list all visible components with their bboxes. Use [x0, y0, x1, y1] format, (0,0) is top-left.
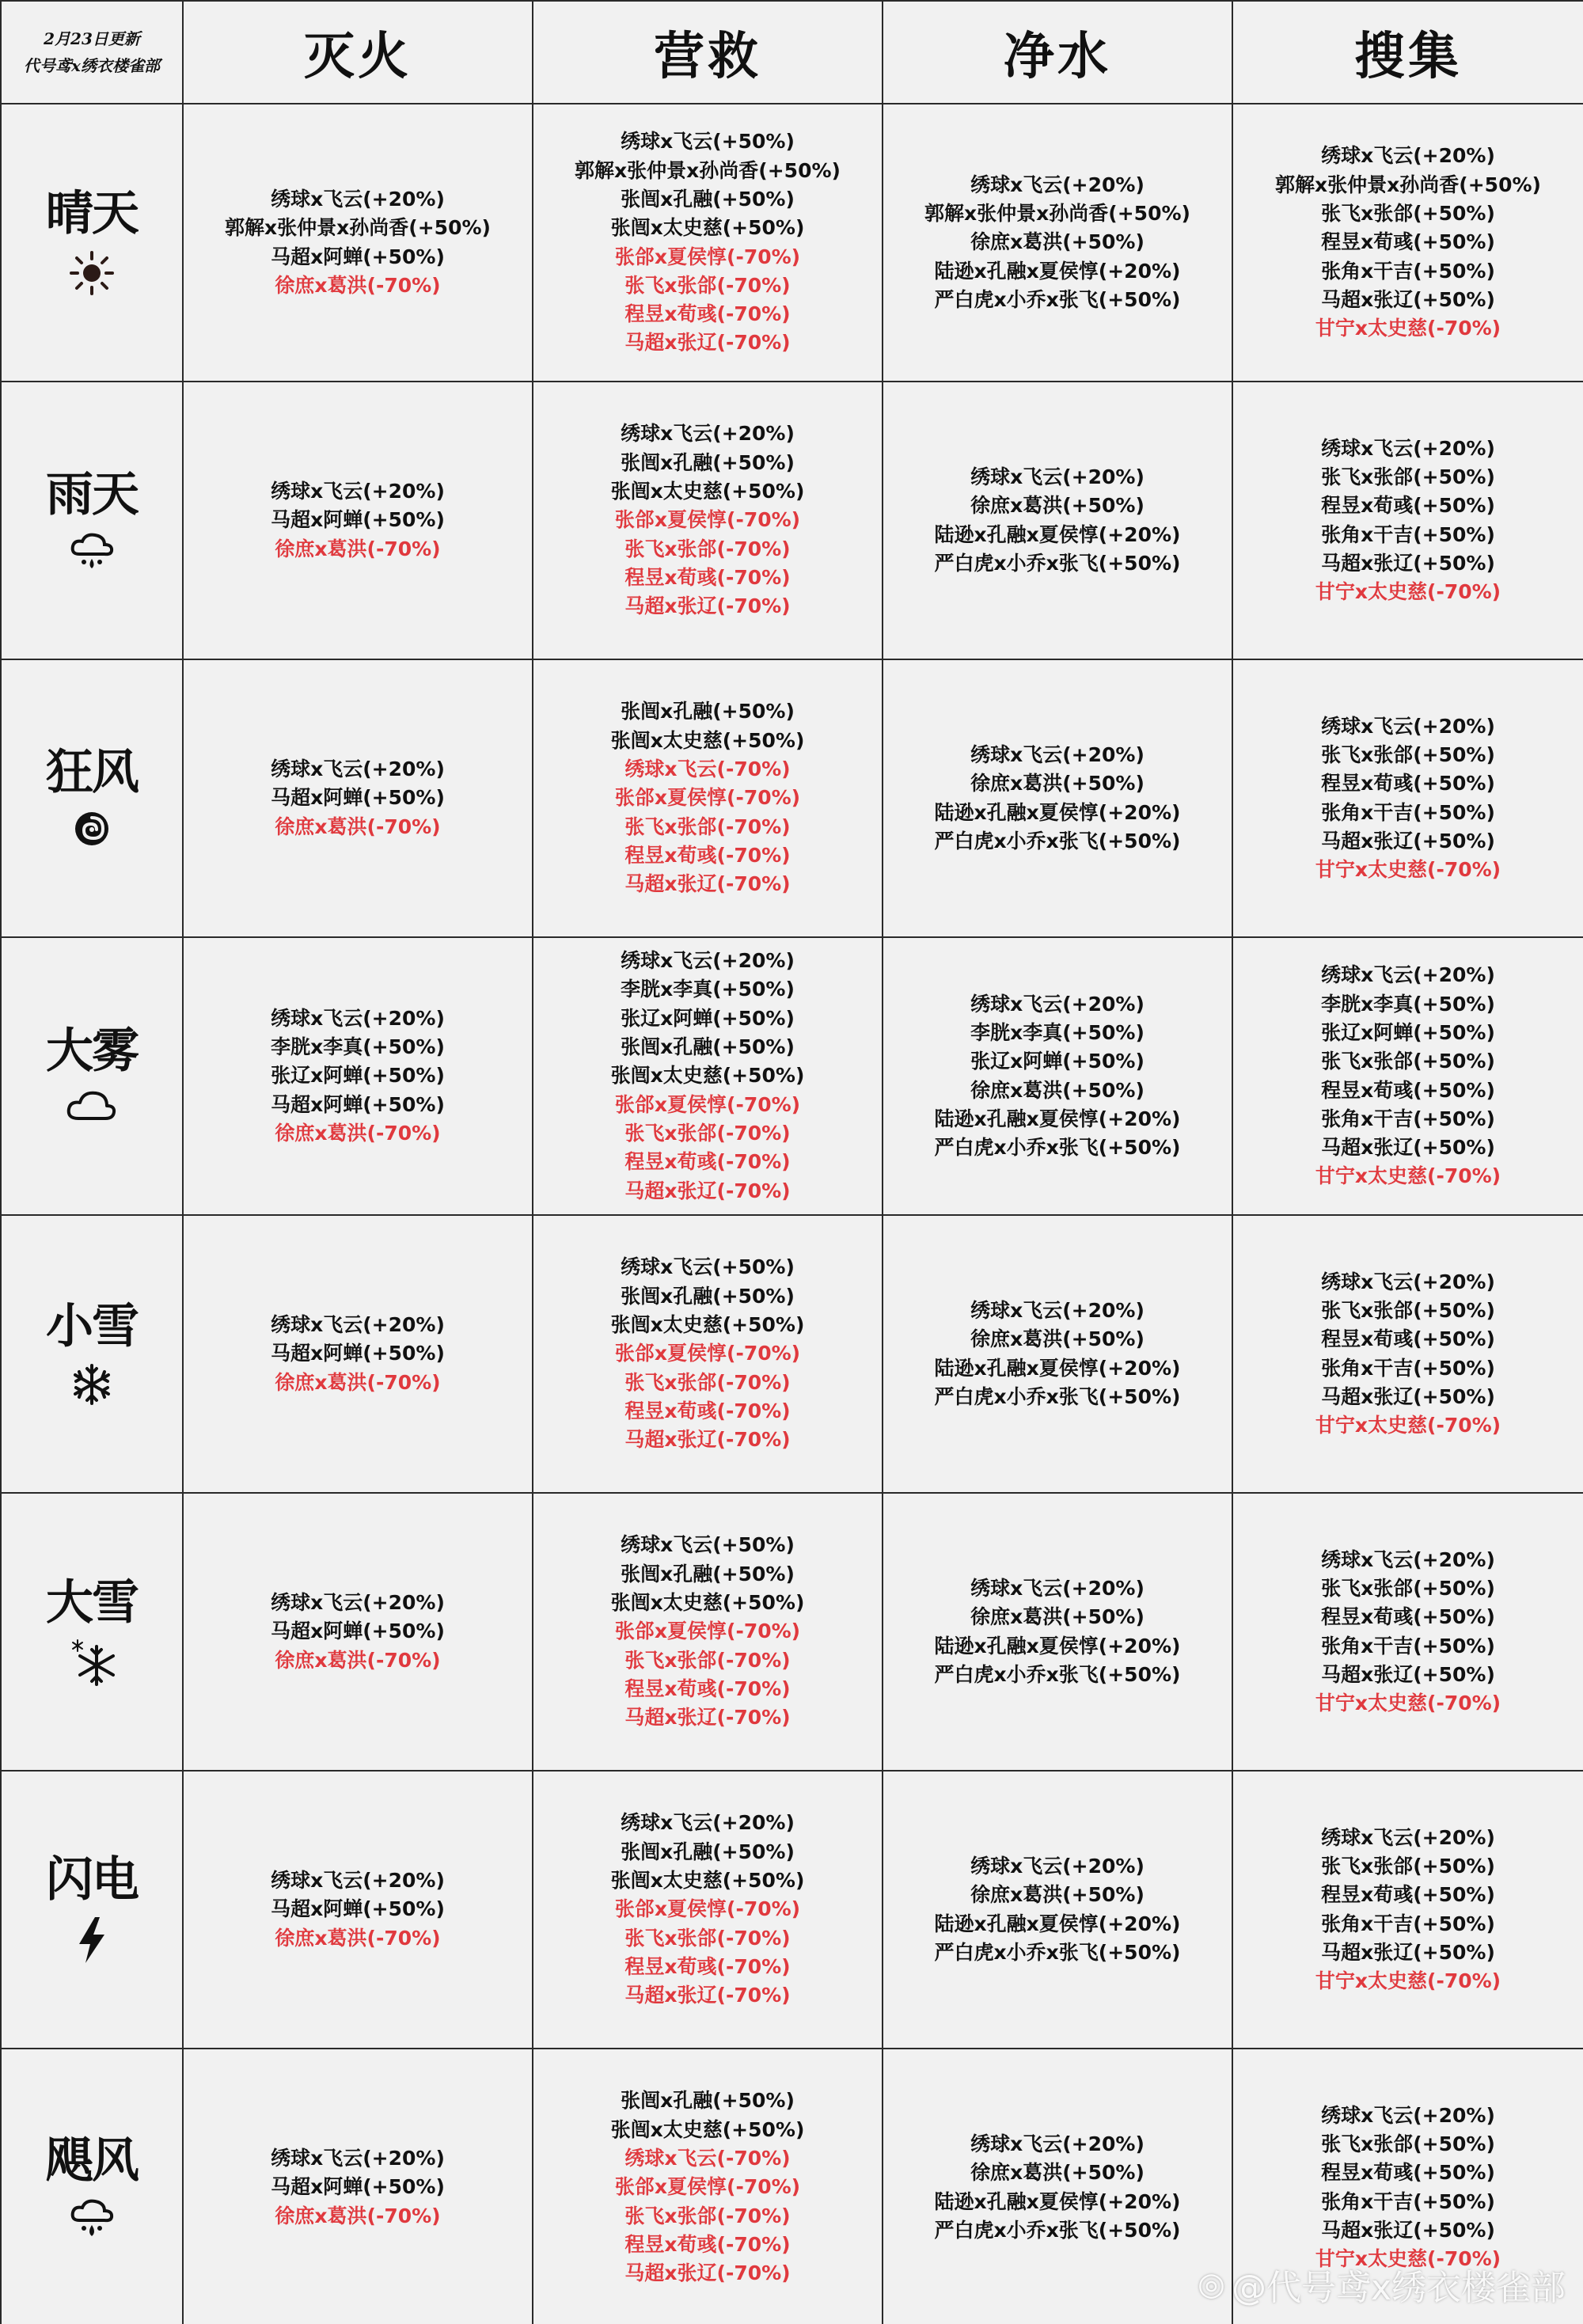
bonus-cell-rescue: [533, 2049, 883, 2324]
bonus-list: [533, 947, 882, 1206]
bonus-cell-rescue: [533, 937, 883, 1215]
weather-row: [1, 1493, 1583, 1771]
bonus-entry: 程昱x荀彧(+50%): [1321, 1883, 1495, 1907]
bonus-entry: 陆逊x孔融x夏侯惇(+20%): [934, 1107, 1181, 1130]
penalty-entry: 张郃x夏侯惇(-70%): [614, 1897, 801, 1921]
bonus-entry: 绣球x飞云(+20%): [970, 465, 1145, 488]
bonus-list: [883, 463, 1232, 578]
bonus-entry: 严白虎x小乔x张飞(+50%): [934, 2218, 1181, 2242]
penalty-entry: 程昱x荀彧(-70%): [624, 843, 791, 867]
penalty-entry: 甘宁x太史慈(-70%): [1315, 1692, 1501, 1715]
bonus-entry: 绣球x飞云(+50%): [621, 130, 795, 154]
bonus-entry: 绣球x飞云(+20%): [271, 1313, 445, 1337]
lightning-icon: [2, 1916, 182, 1968]
bonus-list: [1233, 435, 1583, 607]
bonus-entry: 马超x阿蝉(+50%): [271, 1092, 445, 1116]
bonus-cell-purify-water: [883, 382, 1232, 659]
bonus-entry: 张闿x孔融(+50%): [621, 1284, 795, 1308]
penalty-entry: 甘宁x太史慈(-70%): [1315, 317, 1501, 340]
bonus-entry: 张飞x张郃(+50%): [1321, 1854, 1495, 1878]
bonus-cell-gather: [1232, 104, 1583, 382]
bonus-list: [883, 2130, 1232, 2245]
bonus-list: [184, 1866, 532, 1953]
bonus-entry: 郭解x张仲景x孙尚香(+50%): [924, 202, 1190, 226]
bonus-list: [1233, 2102, 1583, 2274]
bonus-entry: 李胱x李真(+50%): [1321, 992, 1495, 1016]
bonus-cell-firefight: [183, 104, 533, 382]
penalty-entry: 徐庶x葛洪(-70%): [275, 2204, 441, 2227]
bonus-entry: 张闿x孔融(+50%): [621, 1840, 795, 1863]
penalty-entry: 甘宁x太史慈(-70%): [1315, 1164, 1501, 1188]
penalty-entry: 张郃x夏侯惇(-70%): [614, 1092, 801, 1116]
bonus-cell-firefight: [183, 1493, 533, 1771]
bonus-entry: 程昱x荀彧(+50%): [1321, 1327, 1495, 1351]
column-header-rescue: [533, 1, 883, 104]
bonus-list: [184, 477, 532, 564]
bonus-entry: 张飞x张郃(+50%): [1321, 202, 1495, 226]
bonus-entry: 绣球x飞云(+20%): [271, 2147, 445, 2170]
bonus-entry: 程昱x荀彧(+50%): [1321, 1605, 1495, 1629]
penalty-entry: 张飞x张郃(-70%): [624, 1648, 791, 1672]
column-header-label: 灭火: [304, 27, 412, 86]
bonus-entry: 马超x阿蝉(+50%): [271, 1620, 445, 1643]
bonus-entry: 张飞x张郃(+50%): [1321, 1576, 1495, 1600]
bonus-entry: 程昱x荀彧(+50%): [1321, 230, 1495, 254]
bonus-entry: 绣球x飞云(+20%): [1321, 436, 1495, 460]
bonus-entry: 张辽x阿蝉(+50%): [970, 1050, 1145, 1073]
penalty-entry: 徐庶x葛洪(-70%): [275, 815, 441, 838]
bonus-entry: 绣球x飞云(+20%): [271, 187, 445, 211]
bonus-entry: 马超x张辽(+50%): [1321, 2218, 1495, 2242]
bonus-entry: 程昱x荀彧(+50%): [1321, 772, 1495, 796]
bonus-cell-firefight: [183, 1215, 533, 1493]
cyclone-icon: [2, 808, 182, 853]
bonus-list: [533, 1531, 882, 1732]
bonus-entry: 绣球x飞云(+20%): [1321, 963, 1495, 987]
bonus-entry: 张闿x太史慈(+50%): [610, 1313, 805, 1337]
weather-cell: [1, 937, 183, 1215]
weather-cell: [1, 1215, 183, 1493]
bonus-entry: 徐庶x葛洪(+50%): [970, 1605, 1145, 1629]
bonus-entry: 张角x干吉(+50%): [1321, 1356, 1495, 1380]
rain-cloud-icon: [2, 530, 182, 575]
bonus-entry: 程昱x荀彧(+50%): [1321, 1078, 1495, 1102]
weather-cell: [1, 2049, 183, 2324]
bonus-entry: 张飞x张郃(+50%): [1321, 742, 1495, 766]
bonus-entry: 绣球x飞云(+20%): [621, 422, 795, 446]
penalty-entry: 甘宁x太史慈(-70%): [1315, 858, 1501, 882]
bonus-entry: 绣球x飞云(+20%): [970, 1854, 1145, 1878]
penalty-entry: 马超x张辽(-70%): [624, 594, 791, 618]
penalty-entry: 马超x张辽(-70%): [624, 331, 791, 355]
bonus-entry: 马超x张辽(+50%): [1321, 551, 1495, 575]
bonus-entry: 陆逊x孔融x夏侯惇(+20%): [934, 1634, 1181, 1658]
bonus-cell-firefight: [183, 937, 533, 1215]
bonus-list: [533, 697, 882, 898]
bonus-list: [184, 1311, 532, 1397]
penalty-entry: 程昱x荀彧(-70%): [624, 1399, 791, 1422]
bonus-cell-rescue: [533, 1771, 883, 2049]
bonus-entry: 陆逊x孔融x夏侯惇(+20%): [934, 1912, 1181, 1935]
bonus-entry: 张闿x孔融(+50%): [621, 450, 795, 474]
penalty-entry: 张飞x张郃(-70%): [624, 273, 791, 297]
weather-row: [1, 937, 1583, 1215]
bonus-entry: 徐庶x葛洪(+50%): [970, 494, 1145, 518]
penalty-entry: 马超x张辽(-70%): [624, 1706, 791, 1730]
weather-row: [1, 1771, 1583, 2049]
bonus-cell-rescue: [533, 104, 883, 382]
bonus-list: [184, 1004, 532, 1148]
bonus-entry: 绣球x飞云(+20%): [271, 758, 445, 781]
bonus-cell-rescue: [533, 1493, 883, 1771]
bonus-cell-purify-water: [883, 1215, 1232, 1493]
penalty-entry: 马超x张辽(-70%): [624, 1428, 791, 1452]
bonus-entry: 张闿x孔融(+50%): [621, 2089, 795, 2113]
penalty-entry: 绣球x飞云(-70%): [624, 758, 791, 781]
bonus-entry: 绣球x飞云(+20%): [1321, 1547, 1495, 1571]
column-header-firefight: [183, 1, 533, 104]
column-header-label: 搜集: [1354, 27, 1462, 86]
watermark-text: @代号鸢x绣衣楼雀部: [1231, 2268, 1566, 2308]
bonus-entry: 马超x张辽(+50%): [1321, 1940, 1495, 1964]
penalty-entry: 马超x张辽(-70%): [624, 1179, 791, 1202]
weather-name: 小雪: [46, 1298, 138, 1354]
bonus-entry: 绣球x飞云(+20%): [970, 1576, 1145, 1600]
penalty-entry: 张郃x夏侯惇(-70%): [614, 2175, 801, 2199]
penalty-entry: 张飞x张郃(-70%): [624, 1121, 791, 1145]
bonus-entry: 张闿x太史慈(+50%): [610, 1064, 805, 1088]
bonus-entry: 马超x张辽(+50%): [1321, 829, 1495, 853]
bonus-entry: 郭解x张仲景x孙尚香(+50%): [1275, 173, 1541, 196]
bonus-entry: 徐庶x葛洪(+50%): [970, 772, 1145, 796]
bonus-entry: 绣球x飞云(+20%): [271, 1006, 445, 1030]
bonus-entry: 马超x张辽(+50%): [1321, 1662, 1495, 1686]
weather-cell: [1, 104, 183, 382]
weather-name: 飓风: [46, 2132, 138, 2189]
bonus-cell-firefight: [183, 659, 533, 937]
weather-name: 狂风: [46, 744, 138, 800]
bonus-entry: 绣球x飞云(+50%): [621, 1255, 795, 1279]
bonus-cell-firefight: [183, 382, 533, 659]
weather-cell: [1, 382, 183, 659]
bonus-entry: 绣球x飞云(+20%): [621, 1811, 795, 1835]
penalty-entry: 程昱x荀彧(-70%): [624, 1954, 791, 1978]
bonus-entry: 张辽x阿蝉(+50%): [1321, 1020, 1495, 1044]
bonus-list: [533, 127, 882, 357]
penalty-entry: 张郃x夏侯惇(-70%): [614, 1342, 801, 1365]
bonus-entry: 张闿x孔融(+50%): [621, 1562, 795, 1585]
penalty-entry: 甘宁x太史慈(-70%): [1315, 2247, 1501, 2271]
bonus-entry: 马超x张辽(+50%): [1321, 1136, 1495, 1160]
bonus-entry: 张闿x孔融(+50%): [621, 700, 795, 723]
bonus-list: [1233, 1268, 1583, 1441]
penalty-entry: 程昱x荀彧(-70%): [624, 565, 791, 589]
bonus-cell-purify-water: [883, 1771, 1232, 2049]
bonus-entry: 李胱x李真(+50%): [621, 978, 795, 1001]
bonus-list: [184, 755, 532, 841]
bonus-entry: 绣球x飞云(+20%): [271, 1591, 445, 1615]
weather-name: 雨天: [46, 466, 138, 522]
penalty-entry: 徐庶x葛洪(-70%): [275, 1926, 441, 1950]
bonus-entry: 绣球x飞云(+20%): [970, 2132, 1145, 2155]
bonus-entry: 徐庶x葛洪(+50%): [970, 1327, 1145, 1351]
bonus-entry: 徐庶x葛洪(+50%): [970, 230, 1145, 254]
bonus-entry: 程昱x荀彧(+50%): [1321, 2161, 1495, 2185]
bonus-entry: 张角x干吉(+50%): [1321, 1634, 1495, 1658]
bonus-entry: 郭解x张仲景x孙尚香(+50%): [575, 158, 841, 182]
bonus-entry: 绣球x飞云(+20%): [970, 992, 1145, 1016]
bonus-entry: 马超x阿蝉(+50%): [271, 508, 445, 532]
bonus-entry: 张角x干吉(+50%): [1321, 1912, 1495, 1935]
weather-cell: [1, 1771, 183, 2049]
penalty-entry: 徐庶x葛洪(-70%): [275, 1370, 441, 1394]
bonus-entry: 张闿x孔融(+50%): [621, 1035, 795, 1059]
bonus-entry: 郭解x张仲景x孙尚香(+50%): [225, 216, 491, 240]
bonus-list: [1233, 1546, 1583, 1718]
weibo-watermark: [1198, 2259, 1566, 2310]
bonus-entry: 徐庶x葛洪(+50%): [970, 1883, 1145, 1907]
bonus-cell-firefight: [183, 2049, 533, 2324]
bonus-entry: 马超x张辽(+50%): [1321, 1384, 1495, 1408]
weather-name: 大雾: [46, 1023, 138, 1079]
bonus-entry: 严白虎x小乔x张飞(+50%): [934, 1136, 1181, 1160]
bonus-list: [883, 1297, 1232, 1411]
weather-cell: [1, 1493, 183, 1771]
bonus-entry: 马超x张辽(+50%): [1321, 287, 1495, 311]
bonus-entry: 徐庶x葛洪(+50%): [970, 2161, 1145, 2185]
bonus-entry: 绣球x飞云(+20%): [970, 173, 1145, 196]
bonus-list: [883, 990, 1232, 1163]
bonus-entry: 绣球x飞云(+20%): [1321, 1825, 1495, 1849]
bonus-list: [533, 1253, 882, 1454]
bonus-entry: 张角x干吉(+50%): [1321, 1107, 1495, 1130]
bonus-entry: 张角x干吉(+50%): [1321, 522, 1495, 546]
bonus-entry: 张闿x太史慈(+50%): [610, 1869, 805, 1893]
bonus-entry: 张飞x张郃(+50%): [1321, 1298, 1495, 1322]
penalty-entry: 张飞x张郃(-70%): [624, 2204, 791, 2227]
bonus-cell-gather: [1232, 1493, 1583, 1771]
bonus-entry: 张辽x阿蝉(+50%): [271, 1064, 445, 1088]
bonus-entry: 严白虎x小乔x张飞(+50%): [934, 1940, 1181, 1964]
bonus-cell-gather: [1232, 937, 1583, 1215]
bonus-entry: 陆逊x孔融x夏侯惇(+20%): [934, 522, 1181, 546]
bonus-entry: 张闿x太史慈(+50%): [610, 480, 805, 503]
bonus-entry: 绣球x飞云(+20%): [1321, 2103, 1495, 2127]
bonus-entry: 严白虎x小乔x张飞(+50%): [934, 287, 1181, 311]
bonus-entry: 严白虎x小乔x张飞(+50%): [934, 1384, 1181, 1408]
bonus-entry: 绣球x飞云(+20%): [271, 480, 445, 503]
bonus-entry: 程昱x荀彧(+50%): [1321, 494, 1495, 518]
bonus-entry: 绣球x飞云(+20%): [970, 742, 1145, 766]
bonus-cell-purify-water: [883, 659, 1232, 937]
bonus-entry: 陆逊x孔融x夏侯惇(+20%): [934, 1356, 1181, 1380]
bonus-cell-gather: [1232, 1771, 1583, 2049]
bonus-entry: 绣球x飞云(+20%): [1321, 1270, 1495, 1293]
column-header-label: 营救: [654, 27, 761, 86]
penalty-entry: 程昱x荀彧(-70%): [624, 1150, 791, 1174]
penalty-entry: 程昱x荀彧(-70%): [624, 2232, 791, 2256]
penalty-entry: 徐庶x葛洪(-70%): [275, 1121, 441, 1145]
bonus-entry: 绣球x飞云(+20%): [1321, 144, 1495, 168]
penalty-entry: 张郃x夏侯惇(-70%): [614, 245, 801, 268]
penalty-entry: 程昱x荀彧(-70%): [624, 302, 791, 326]
penalty-entry: 马超x张辽(-70%): [624, 1984, 791, 2007]
column-header-label: 净水: [1004, 27, 1111, 86]
update-note-date: 2月23日更新: [44, 29, 140, 48]
bonus-cell-gather: [1232, 659, 1583, 937]
header-row: [1, 1, 1583, 104]
snowflake-icon: [2, 1362, 182, 1410]
bonus-entry: 绣球x飞云(+20%): [1321, 714, 1495, 738]
column-header-gather: [1232, 1, 1583, 104]
penalty-entry: 甘宁x太史慈(-70%): [1315, 1969, 1501, 1993]
bonus-list: [883, 1852, 1232, 1967]
bonus-cell-rescue: [533, 659, 883, 937]
bonus-cell-rescue: [533, 382, 883, 659]
bonus-entry: 张角x干吉(+50%): [1321, 259, 1495, 283]
bonus-cell-purify-water: [883, 1493, 1232, 1771]
bonus-entry: 徐庶x葛洪(+50%): [970, 1078, 1145, 1102]
penalty-entry: 张飞x张郃(-70%): [624, 815, 791, 838]
penalty-entry: 程昱x荀彧(-70%): [624, 1677, 791, 1700]
bonus-list: [1233, 1824, 1583, 1996]
bonus-list: [184, 1589, 532, 1675]
weather-row: [1, 104, 1583, 382]
weather-row: [1, 382, 1583, 659]
bonus-entry: 张闿x太史慈(+50%): [610, 216, 805, 240]
bonus-cell-purify-water: [883, 937, 1232, 1215]
weather-name: 晴天: [46, 185, 138, 241]
bonus-entry: 李胱x李真(+50%): [970, 1020, 1145, 1044]
bonus-entry: 马超x阿蝉(+50%): [271, 2175, 445, 2199]
bonus-cell-rescue: [533, 1215, 883, 1493]
bonus-entry: 严白虎x小乔x张飞(+50%): [934, 829, 1181, 853]
bonus-entry: 张角x干吉(+50%): [1321, 800, 1495, 824]
bonus-entry: 张辽x阿蝉(+50%): [621, 1006, 795, 1030]
weather-row: [1, 1215, 1583, 1493]
bonus-entry: 陆逊x孔融x夏侯惇(+20%): [934, 259, 1181, 283]
update-note-cell: [1, 1, 183, 104]
penalty-entry: 徐庶x葛洪(-70%): [275, 273, 441, 297]
sun-icon: [2, 249, 182, 300]
penalty-entry: 张郃x夏侯惇(-70%): [614, 786, 801, 810]
penalty-entry: 张飞x张郃(-70%): [624, 1926, 791, 1950]
bonus-entry: 绣球x飞云(+50%): [621, 1533, 795, 1557]
penalty-entry: 徐庶x葛洪(-70%): [275, 537, 441, 560]
bonus-list: [533, 2087, 882, 2288]
bonus-list: [1233, 961, 1583, 1190]
penalty-entry: 张飞x张郃(-70%): [624, 537, 791, 560]
bonus-entry: 张闿x太史慈(+50%): [610, 2117, 805, 2141]
bonus-entry: 张飞x张郃(+50%): [1321, 2132, 1495, 2155]
bonus-list: [883, 171, 1232, 314]
bonus-entry: 马超x阿蝉(+50%): [271, 245, 445, 268]
bonus-cell-firefight: [183, 1771, 533, 2049]
penalty-entry: 张飞x张郃(-70%): [624, 1370, 791, 1394]
bonus-entry: 绣球x飞云(+20%): [970, 1298, 1145, 1322]
bonus-cell-purify-water: [883, 2049, 1232, 2324]
bonus-entry: 张闿x太史慈(+50%): [610, 728, 805, 752]
bonus-cell-gather: [1232, 1215, 1583, 1493]
weather-name: 闪电: [46, 1851, 138, 1908]
bonus-list: [184, 2144, 532, 2231]
bonus-entry: 陆逊x孔融x夏侯惇(+20%): [934, 800, 1181, 824]
storm-cloud-icon: [2, 2197, 182, 2242]
bonus-entry: 马超x阿蝉(+50%): [271, 786, 445, 810]
bonus-entry: 马超x阿蝉(+50%): [271, 1897, 445, 1921]
bonus-list: [1233, 142, 1583, 343]
weibo-logo-icon: ◎: [1198, 2266, 1225, 2303]
penalty-entry: 张郃x夏侯惇(-70%): [614, 508, 801, 532]
penalty-entry: 甘宁x太史慈(-70%): [1315, 580, 1501, 604]
bonus-entry: 严白虎x小乔x张飞(+50%): [934, 1662, 1181, 1686]
bonus-entry: 李胱x李真(+50%): [271, 1035, 445, 1059]
bonus-list: [184, 185, 532, 300]
bonus-entry: 陆逊x孔融x夏侯惇(+20%): [934, 2189, 1181, 2213]
fog-cloud-icon: [2, 1087, 182, 1130]
bonus-entry: 严白虎x小乔x张飞(+50%): [934, 551, 1181, 575]
penalty-entry: 马超x张辽(-70%): [624, 2261, 791, 2285]
bonus-list: [533, 420, 882, 621]
weather-cell: [1, 659, 183, 937]
bonus-list: [1233, 712, 1583, 885]
bonus-entry: 张闿x孔融(+50%): [621, 187, 795, 211]
weather-row: [1, 659, 1583, 937]
bonus-entry: 绣球x飞云(+20%): [271, 1869, 445, 1893]
bonus-entry: 张飞x张郃(+50%): [1321, 465, 1495, 488]
weather-name: 大雪: [46, 1574, 138, 1631]
heavy-snow-icon: [2, 1639, 182, 1689]
bonus-entry: 张飞x张郃(+50%): [1321, 1050, 1495, 1073]
column-header-purify-water: [883, 1, 1232, 104]
bonus-entry: 张闿x太史慈(+50%): [610, 1591, 805, 1615]
bonus-entry: 张角x干吉(+50%): [1321, 2189, 1495, 2213]
bonus-list: [883, 741, 1232, 856]
bonus-list: [883, 1574, 1232, 1689]
bonus-cell-gather: [1232, 382, 1583, 659]
penalty-entry: 徐庶x葛洪(-70%): [275, 1648, 441, 1672]
penalty-entry: 绣球x飞云(-70%): [624, 2147, 791, 2170]
update-note-source: 代号鸢x绣衣楼雀部: [24, 56, 160, 75]
bonus-cell-purify-water: [883, 104, 1232, 382]
penalty-entry: 张郃x夏侯惇(-70%): [614, 1620, 801, 1643]
bonus-entry: 绣球x飞云(+20%): [621, 949, 795, 973]
bonus-entry: 马超x阿蝉(+50%): [271, 1342, 445, 1365]
penalty-entry: 甘宁x太史慈(-70%): [1315, 1414, 1501, 1437]
penalty-entry: 马超x张辽(-70%): [624, 872, 791, 896]
bonus-list: [533, 1809, 882, 2010]
